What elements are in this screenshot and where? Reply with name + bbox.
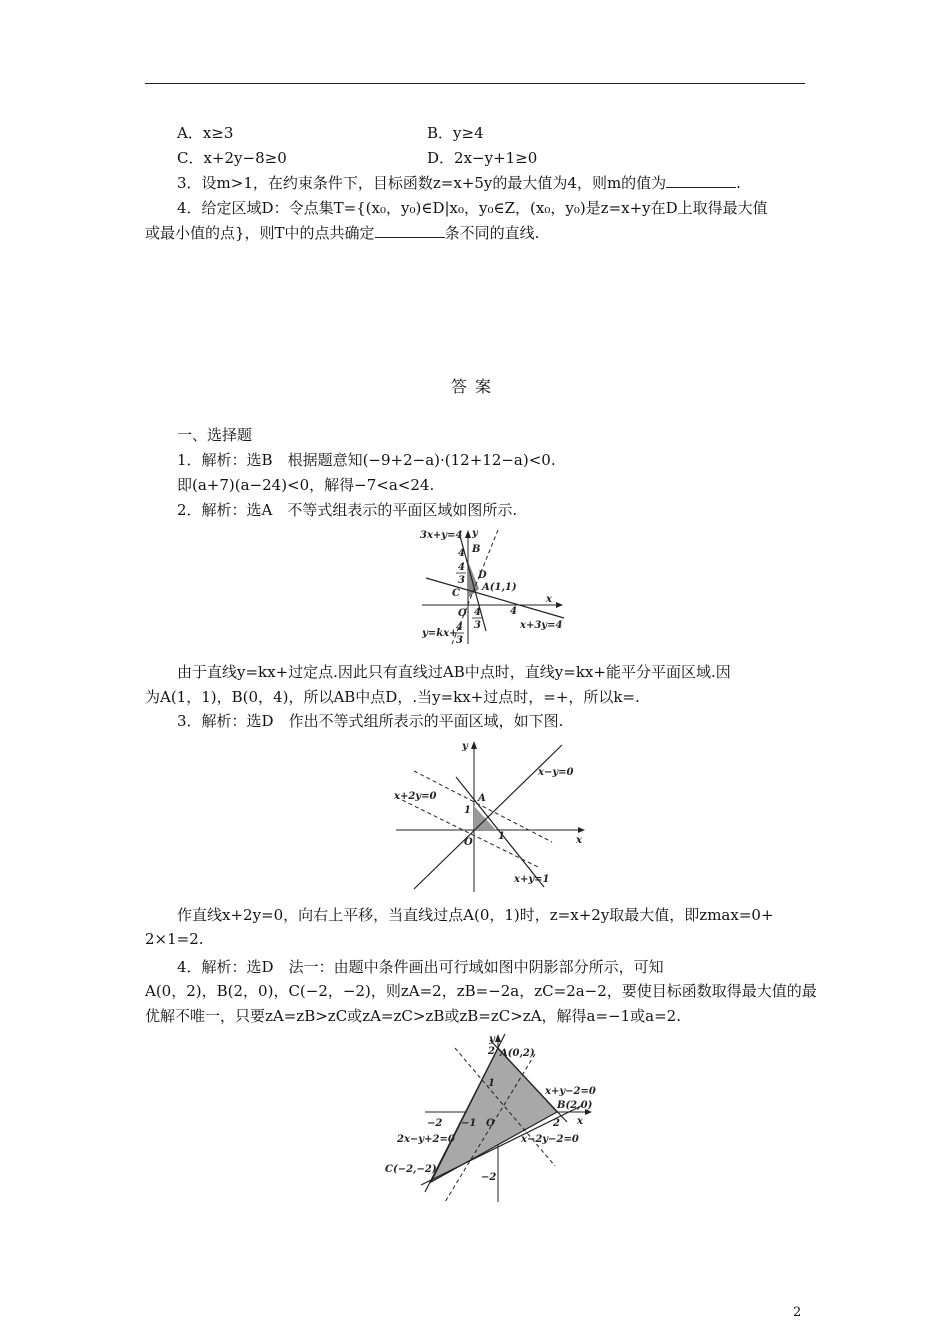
- label-O: O: [464, 837, 473, 848]
- page-number: 2: [793, 1305, 802, 1320]
- shaded-triangle: [431, 1048, 557, 1182]
- question-3: [177, 173, 741, 193]
- option-c: C．x+2y−8≥0: [177, 149, 287, 167]
- answer-4-line-3: 优解不唯一，只要zA=zB>zC或zA=zC>zB或zB=zC>zA，解得a=−1或a=2.: [145, 1007, 681, 1025]
- option-d: D．2x−y+1≥0: [427, 149, 538, 167]
- figure-2: [392, 737, 588, 897]
- label-kx-num: 4: [456, 622, 463, 633]
- label-C: C: [452, 588, 460, 599]
- section-heading: 一、选择题: [177, 426, 253, 444]
- question-3-text: 3．设m>1，在约束条件下，目标函数z=x+5y的最大值为4，则m的值为: [177, 174, 667, 192]
- xtick-4: 4: [510, 606, 517, 617]
- label-y-kx: y=kx+: [422, 628, 458, 639]
- label-A: A(0,2): [500, 1048, 535, 1059]
- figure-1: [418, 526, 568, 646]
- answer-2-line-1: 2．解析：选A 不等式组表示的平面区域如图所示.: [177, 501, 518, 519]
- answer-3-line-2: 作直线x+2y=0，向右上平移，当直线过点A(0，1)时，z=x+2y取最大值，即zmax=0+: [177, 906, 774, 924]
- xtick-1: 1: [498, 831, 505, 842]
- tick-4: 4: [458, 548, 465, 559]
- line-x-2y-0-shifted: [414, 771, 552, 842]
- option-b: B．y≥4: [427, 124, 484, 142]
- question-4-line-1: 4．给定区域D：令点集T={(x₀，y₀)∈D|x₀，y₀∈Z，(x₀，y₀)是z=x+y在D上取得最大值: [177, 199, 768, 217]
- answer-1-line-2: 即(a+7)(a−24)<0，解得−7<a<24.: [177, 476, 435, 494]
- question-4-text: 或最小值的点}，则T中的点共确定: [145, 224, 375, 242]
- answer-4-line-1: 4．解析：选D 法一：由题中条件画出可行域如图中阴影部分所示，可知: [177, 958, 664, 976]
- label-x-y-2: x+y−2=0: [545, 1086, 596, 1097]
- ytick-1: 1: [488, 1078, 495, 1089]
- figure-3: [385, 1030, 600, 1210]
- answer-4-line-2: A(0，2)，B(2，0)，C(−2，−2)，则zA=2，zB=−2a，zC=2a−2，要使目标函数取得最大值的最: [145, 982, 817, 1000]
- label-y-axis: y: [462, 741, 468, 752]
- answers-title: 答案: [450, 377, 499, 396]
- label-x-y-0: x−y=0: [538, 767, 574, 778]
- y-axis-arrow: [495, 1034, 501, 1042]
- answer-2-line-3: 为A(1，1)，B(0，4)，所以AB中点D，.当y=kx+过点时，=+，所以k=.: [145, 688, 640, 706]
- shaded-region: [474, 806, 496, 830]
- label-B: B(2,0): [557, 1100, 593, 1111]
- label-O: O: [486, 1118, 495, 1129]
- x-axis-arrow: [578, 827, 585, 833]
- tick-4-3-num: 4: [458, 562, 465, 573]
- label-x-y-1: x+y=1: [514, 874, 550, 885]
- label-x-2y-0: x+2y=0: [394, 791, 437, 802]
- question-4-line-2: [145, 223, 539, 243]
- answer-2-line-2: 由于直线y=kx+过定点.因此只有直线过AB中点时，直线y=kx+能平分平面区域.因: [177, 663, 731, 681]
- label-y-axis: y: [489, 1034, 495, 1045]
- ytick-2: 2: [488, 1046, 495, 1057]
- answer-3-line-3: 2×1=2.: [145, 930, 204, 948]
- xtick-minus-2: −2: [427, 1118, 443, 1129]
- answer-blank: [375, 223, 445, 238]
- answer-3-line-1: 3．解析：选D 作出不等式组所表示的平面区域，如下图.: [177, 712, 564, 730]
- x-axis-arrow: [556, 602, 563, 608]
- y-axis-arrow: [471, 741, 477, 749]
- label-D: D: [478, 570, 487, 581]
- label-x-axis: x: [576, 835, 582, 846]
- label-x-axis: x: [577, 1116, 583, 1127]
- question-3-end: .: [736, 174, 741, 192]
- label-O: O: [458, 608, 467, 619]
- label-y-axis: y: [472, 528, 478, 539]
- label-x-3y-4: x+3y=4: [520, 620, 563, 631]
- option-a: A．x≥3: [177, 124, 234, 142]
- y-axis-arrow: [465, 530, 471, 538]
- ytick-1: 1: [464, 805, 471, 816]
- label-A: A: [478, 793, 486, 804]
- label-C: C(−2,−2): [385, 1164, 437, 1175]
- label-2x-y-2: 2x−y+2=0: [397, 1134, 455, 1145]
- answer-blank: [666, 173, 736, 188]
- xtick-minus-1: −1: [461, 1118, 477, 1129]
- label-A: A(1,1): [482, 582, 517, 593]
- label-kx-den: 3: [456, 635, 463, 646]
- question-4-end: 条不同的直线.: [444, 224, 540, 242]
- header-rule: [145, 83, 805, 84]
- label-x-axis: x: [546, 594, 552, 605]
- xtick-2: 2: [553, 1118, 560, 1129]
- tick-4-3-den: 3: [458, 575, 465, 586]
- ytick-minus-2: −2: [481, 1172, 497, 1183]
- label-B: B: [472, 544, 481, 555]
- label-x-2y-2: x−2y−2=0: [521, 1134, 579, 1145]
- xtick-4-3-num: 4: [474, 607, 481, 618]
- answer-1-line-1: 1．解析：选B 根据题意知(−9+2−a)·(12+12−a)<0.: [177, 451, 556, 469]
- label-3x-y-4: 3x+y=4: [420, 530, 463, 541]
- xtick-4-3-den: 3: [474, 620, 481, 631]
